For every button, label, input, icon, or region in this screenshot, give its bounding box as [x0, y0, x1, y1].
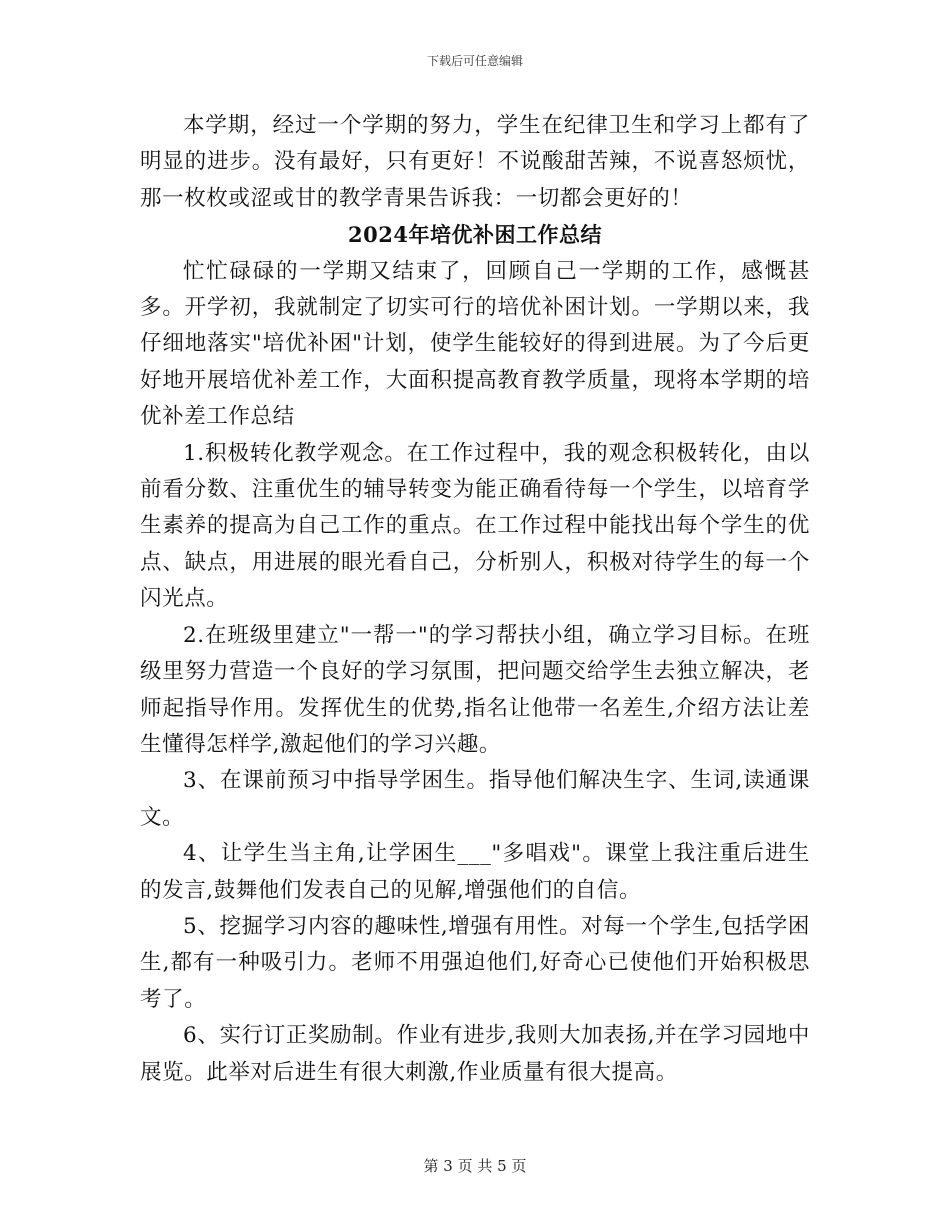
- body-paragraph-item-2: 2.在班级里建立"一帮一"的学习帮扶小组，确立学习目标。在班级里努力营造一个良好的学习氛围，把问题交给学生去独立解决，老师起指导作用。发挥优生的优势,指名让他带一名差生,介绍方法让差生懂得怎样学,激起他们的学习兴趣。: [140, 622, 810, 757]
- page-number-footer: 第 3 页 共 5 页: [423, 1157, 527, 1175]
- body-paragraph-item-4: 4、让学生当主角,让学困生___"多唱戏"。课堂上我注重后进生的发言,鼓舞他们发表自己的见解,增强他们的自信。: [140, 841, 810, 903]
- body-paragraph-item-3: 3、在课前预习中指导学困生。指导他们解决生字、生词,读通课文。: [140, 768, 810, 830]
- intro-paragraph: 本学期，经过一个学期的努力，学生在纪律卫生和学习上都有了明显的进步。没有最好，只有更好！不说酸甜苦辣，不说喜怒烦忧，那一枚枚或涩或甘的教学青果告诉我：一切都会更好的！: [140, 113, 810, 211]
- body-paragraph-item-1: 1.积极转化教学观念。在工作过程中，我的观念积极转化，由以前看分数、注重优生的辅导转变为能正确看待每一个学生，以培育学生素养的提高为自己工作的重点。在工作过程中能找出每个学生的优点、缺点，用进展的眼光看自己，分析别人，积极对待学生的每一个闪光点。: [140, 440, 810, 612]
- page-header: 下载后可任意编辑: [426, 54, 523, 68]
- body-paragraph-item-6: 6、实行订正奖励制。作业有进步,我则大加表扬,并在学习园地中展览。此举对后进生有很大刺激,作业质量有很大提高。: [140, 1023, 810, 1085]
- section-title: 2024年培优补困工作总结: [348, 222, 602, 248]
- document-body: [140, 108, 810, 1091]
- body-paragraph-opening: 忙忙碌碌的一学期又结束了，回顾自己一学期的工作，感慨甚多。开学初，我就制定了切实可行的培优补困计划。一学期以来，我仔细地落实"培优补困"计划，使学生能较好的得到进展。为了今后更好地开展培优补差工作，大面积提高教育教学质量，现将本学期的培优补差工作总结: [140, 258, 810, 430]
- body-paragraph-item-5: 5、挖掘学习内容的趣味性,增强有用性。对每一个学生,包括学困生,都有一种吸引力。老师不用强迫他们,好奇心已使他们开始积极思考了。: [140, 913, 810, 1012]
